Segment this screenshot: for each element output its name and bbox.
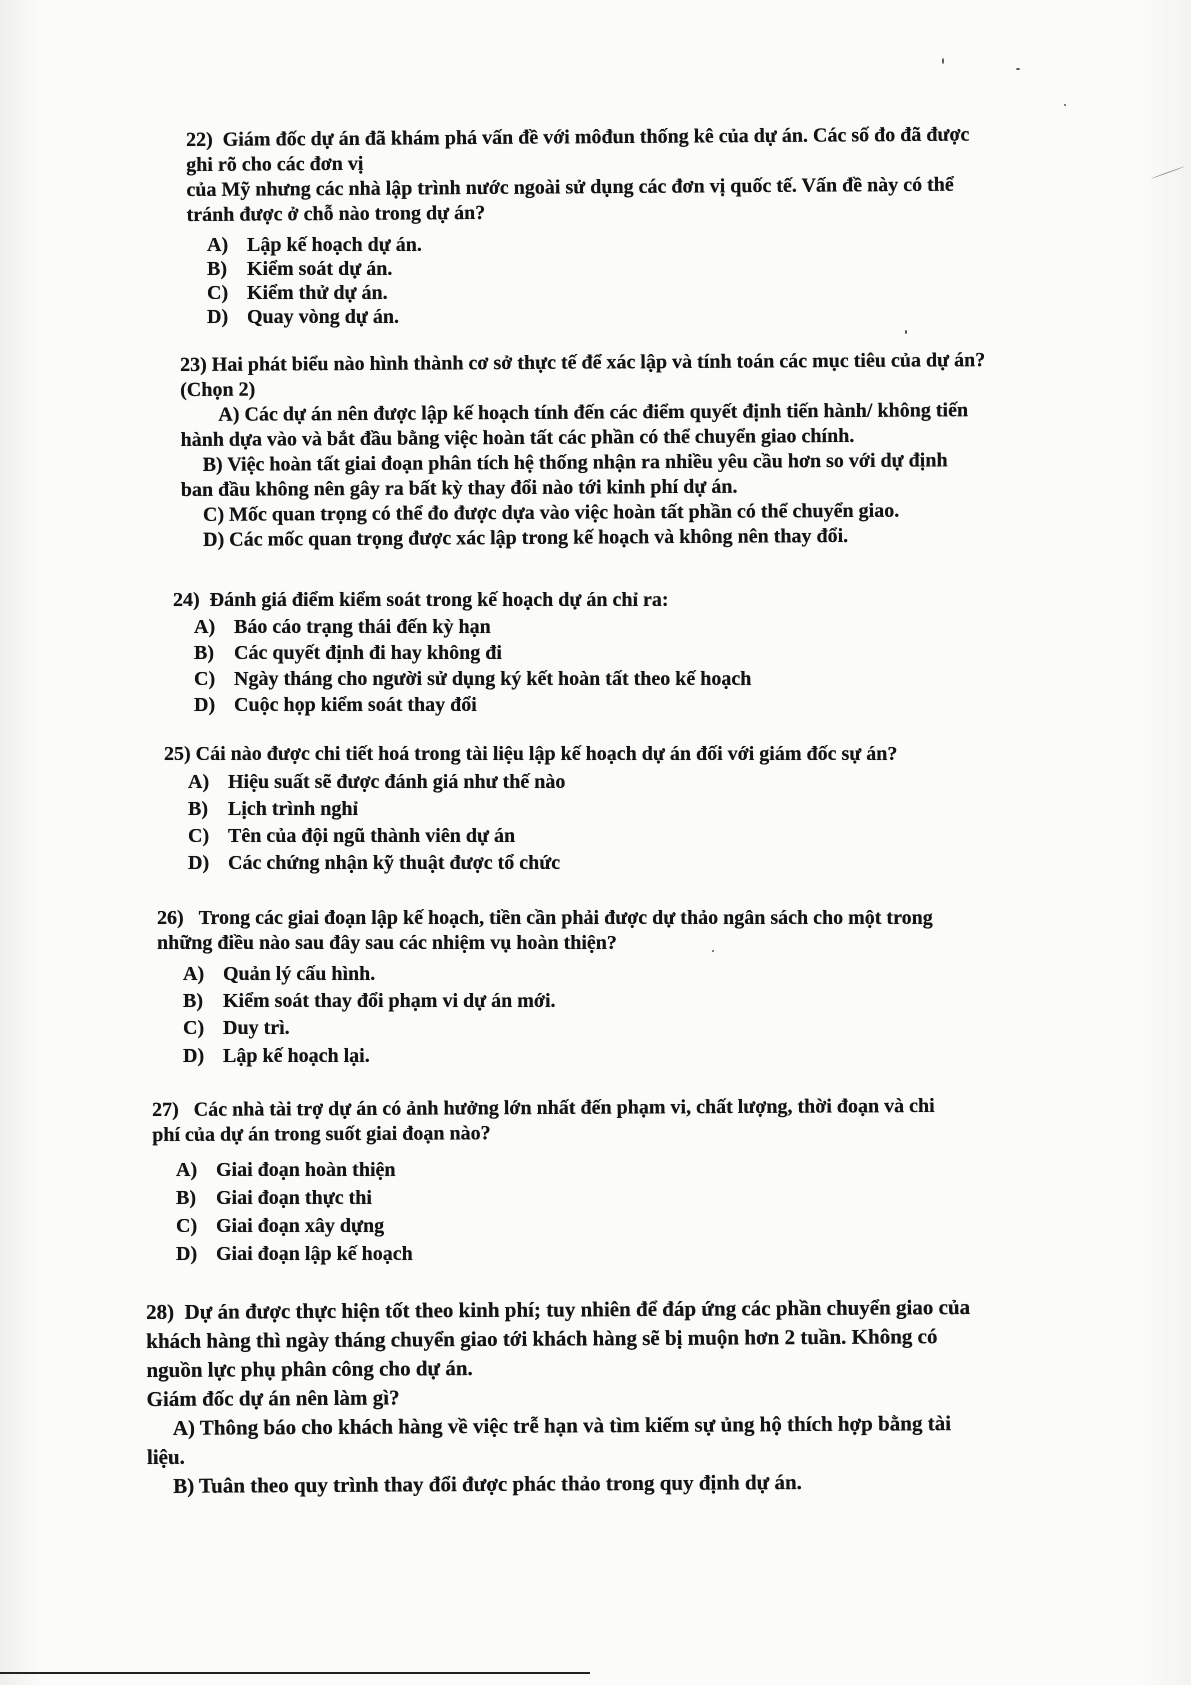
- option-23b: B) Việc hoàn tất giai đoạn phân tích hệ thống nhận ra nhiều yêu cầu hơn so với dự định: [202, 449, 948, 476]
- option-24c: C) Ngày tháng cho người sử dụng ký kết hoàn tất theo kế hoạch: [194, 668, 752, 690]
- question-number: 25): [164, 743, 191, 765]
- question-text-line: của Mỹ nhưng các nhà lập trình nước ngoài sử dụng các đơn vị quốc tế. Vấn đề này có thể: [186, 173, 954, 201]
- question-text-line: ghi rõ cho các đơn vị: [186, 152, 364, 176]
- option-25d: D) Các chứng nhận kỹ thuật được tổ chức: [188, 852, 561, 874]
- option-24a: A) Báo cáo trạng thái đến kỳ hạn: [194, 616, 491, 638]
- scan-speck: [1151, 166, 1185, 179]
- scan-speck: [1064, 104, 1066, 106]
- question-text-line: 25) Cái nào được chi tiết hoá trong tài liệu lập kế hoạch dự án đối với giám đốc sự án?: [164, 743, 898, 765]
- option-26a: A) Quản lý cấu hình.: [183, 963, 376, 985]
- option-25a: A) Hiệu suất sẽ được đánh giá như thế nào: [188, 771, 566, 793]
- option-22c: C) Kiểm thử dự án.: [207, 282, 388, 304]
- option-23a: A) Các dự án nên được lập kế hoạch tính đến các điểm quyết định tiến hành/ không tiến: [218, 399, 969, 426]
- question-number: 27): [152, 1098, 179, 1121]
- option-26b: B) Kiểm soát thay đổi phạm vi dự án mới.: [183, 990, 556, 1012]
- question-26: [157, 906, 933, 956]
- question-22: [186, 123, 970, 228]
- question-text-line: khách hàng thì ngày tháng chuyển giao tới khách hàng sẽ bị muộn hơn 2 tuần. Không có: [146, 1324, 938, 1353]
- question-text-line: (Chọn 2): [180, 378, 256, 401]
- option-24b: B) Các quyết định đi hay không đi: [194, 642, 502, 664]
- option-28a-cont: liệu.: [146, 1444, 185, 1469]
- question-text-line: 22) Giám đốc dự án đã khám phá vấn đề với môđun thống kê của dự án. Các số đo đã được: [186, 123, 970, 151]
- question-number: 28): [146, 1299, 175, 1324]
- question-number: 23): [180, 353, 207, 376]
- option-24d: D) Cuộc họp kiểm soát thay đổi: [194, 694, 477, 716]
- option-22b: B) Kiểm soát dự án.: [207, 258, 393, 280]
- option-25c: C) Tên của đội ngũ thành viên dự án: [188, 825, 516, 847]
- option-28a: A) Thông báo cho khách hàng về việc trễ hạn và tìm kiếm sự ủng hộ thích hợp bằng tài: [172, 1411, 952, 1440]
- option-27c: C) Giai đoạn xây dựng: [176, 1215, 385, 1237]
- option-23a-cont: hành dựa vào và bắt đầu bằng việc hoàn tất các phần có thể chuyển giao chính.: [180, 424, 855, 451]
- question-text-line: 28) Dự án được thực hiện tốt theo kinh phí; tuy nhiên để đáp ứng các phần chuyển giao của: [146, 1294, 971, 1324]
- scan-speck: [712, 950, 714, 952]
- question-text-line: 26) Trong các giai đoạn lập kế hoạch, tiền cần phải được dự thảo ngân sách cho một trong: [157, 907, 933, 929]
- option-28b: B) Tuân theo quy trình thay đổi được phác thảo trong quy định dự án.: [173, 1469, 802, 1498]
- question-25: [164, 742, 897, 767]
- question-text-line: Giám đốc dự án nên làm gì?: [146, 1385, 400, 1411]
- question-text-line: nguồn lực phụ phân công cho dự án.: [146, 1356, 473, 1382]
- scan-speck: [905, 330, 907, 334]
- question-number: 24): [173, 589, 200, 611]
- question-23: [180, 348, 986, 553]
- scan-speck: [942, 58, 944, 64]
- option-26d: D) Lập kế hoạch lại.: [183, 1045, 370, 1067]
- question-28: [146, 1293, 971, 1501]
- option-27d: D) Giai đoạn lập kế hoạch: [176, 1243, 413, 1265]
- question-text-line: 23) Hai phát biểu nào hình thành cơ sở thực tế để xác lập và tính toán các mục tiêu của dự án?: [180, 349, 986, 376]
- option-22a: A) Lập kế hoạch dự án.: [207, 234, 422, 256]
- scan-speck: [1016, 68, 1020, 70]
- question-number: 22): [186, 128, 213, 151]
- question-text-line: những điều nào sau đây sau các nhiệm vụ hoàn thiện?: [157, 932, 617, 954]
- question-text-line: tránh được ở chỗ nào trong dự án?: [186, 201, 486, 226]
- question-text-line: 24) Đánh giá điểm kiểm soát trong kế hoạch dự án chỉ ra:: [173, 589, 669, 611]
- page-bottom-rule: [0, 1672, 590, 1674]
- question-24: [173, 588, 669, 613]
- option-23d: D) Các mốc quan trọng được xác lập trong kế hoạch và không nên thay đổi.: [203, 524, 849, 551]
- question-number: 26): [157, 907, 184, 929]
- option-27a: A) Giai đoạn hoàn thiện: [176, 1159, 396, 1181]
- option-25b: B) Lịch trình nghỉ: [188, 798, 359, 820]
- question-text-line: 27) Các nhà tài trợ dự án có ảnh hưởng lớn nhất đến phạm vi, chất lượng, thời đoạn và chi: [152, 1094, 935, 1121]
- option-23c: C) Mốc quan trọng có thể đo được dựa vào việc hoàn tất phần có thể chuyển giao.: [202, 499, 900, 526]
- option-26c: C) Duy trì.: [183, 1017, 290, 1039]
- option-27b: B) Giai đoạn thực thi: [176, 1187, 372, 1209]
- question-27: [152, 1094, 935, 1148]
- option-23b-cont: ban đầu không nên gây ra bất kỳ thay đổi nào tới kinh phí dự án.: [180, 475, 738, 501]
- question-text-line: phí của dự án trong suốt giai đoạn nào?: [152, 1122, 491, 1146]
- option-22d: D) Quay vòng dự án.: [207, 306, 400, 328]
